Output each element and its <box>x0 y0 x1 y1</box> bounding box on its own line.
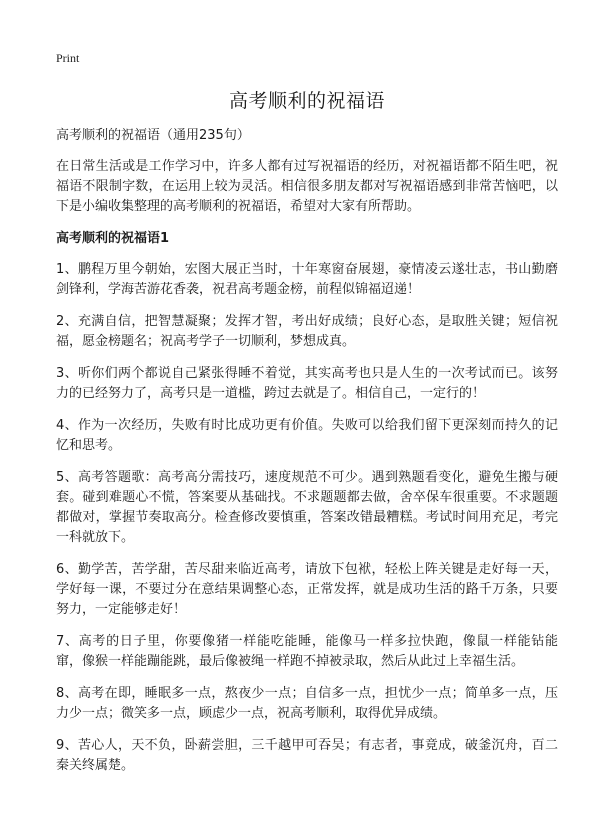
list-item: 4、作为一次经历，失败有时比成功更有价值。失败可以给我们留下更深刻而持久的记忆和思考。 <box>56 418 558 453</box>
blessing-list <box>56 260 558 776</box>
list-item: 2、充满自信，把智慧凝聚；发挥才智，考出好成绩；良好心态，是取胜关键；短信祝福，愿金榜题名；祝高考学子一切顺利，梦想成真。 <box>56 314 558 349</box>
intro-paragraph: 在日常生活或是工作学习中，许多人都有过写祝福语的经历，对祝福语都不陌生吧，祝福语不限制字数，在运用上较为灵活。相信很多朋友都对写祝福语感到非常苦恼吧，以下是小编收集整理的高考顺利的祝福语，希望对大家有所帮助。 <box>56 159 558 214</box>
list-item: 6、勤学苦，苦学甜，苦尽甜来临近高考，请放下包袱，轻松上阵关键是走好每一天，学好每一课，不要过分在意结果调整心态，正常发挥，就是成功生活的路千万条，只要努力，一定能够走好！ <box>56 562 558 617</box>
list-item: 3、听你们两个都说自己紧张得睡不着觉，其实高考也只是人生的一次考试而已。该努力的已经努力了，高考只是一道槛，跨过去就是了。相信自己，一定行的！ <box>56 366 558 401</box>
list-item: 7、高考的日子里，你要像猪一样能吃能睡，能像马一样多拉快跑，像鼠一样能钻能窜，像猴一样能蹦能跳，最后像被绳一样跑不掉被录取，然后从此过上幸福生活。 <box>56 634 558 669</box>
document-subtitle: 高考顺利的祝福语（通用235句） <box>56 128 250 143</box>
list-item: 5、高考答题歌：高考高分需技巧，速度规范不可少。遇到熟题看变化，避免生搬与硬套。碰到难题心不慌，答案要从基础找。不求题题都去做，舍卒保车很重要。不求题题都做对，掌握节奏取高分。检查修改要慎重，答案改错最糟糕。考试时间用充足，考完一科就放下。 <box>56 470 558 545</box>
list-item: 8、高考在即，睡眠多一点，熬夜少一点；自信多一点，担忧少一点；简单多一点，压力少一点；微笑多一点，顾虑少一点，祝高考顺利，取得优异成绩。 <box>56 686 558 721</box>
list-item: 9、苦心人，天不负，卧薪尝胆，三千越甲可吞吴；有志者，事竟成，破釜沉舟，百二秦关终属楚。 <box>56 738 558 773</box>
page-title: 高考顺利的祝福语 <box>228 90 385 112</box>
section-heading: 高考顺利的祝福语1 <box>56 231 170 246</box>
print-link[interactable]: Print <box>56 51 80 65</box>
list-item: 1、鹏程万里今朝始，宏图大展正当时，十年寒窗奋展翅，豪情凌云遂壮志，书山勤磨剑锋利，学海苦游花香袭，祝君高考题金榜，前程似锦福迢递！ <box>56 262 558 297</box>
